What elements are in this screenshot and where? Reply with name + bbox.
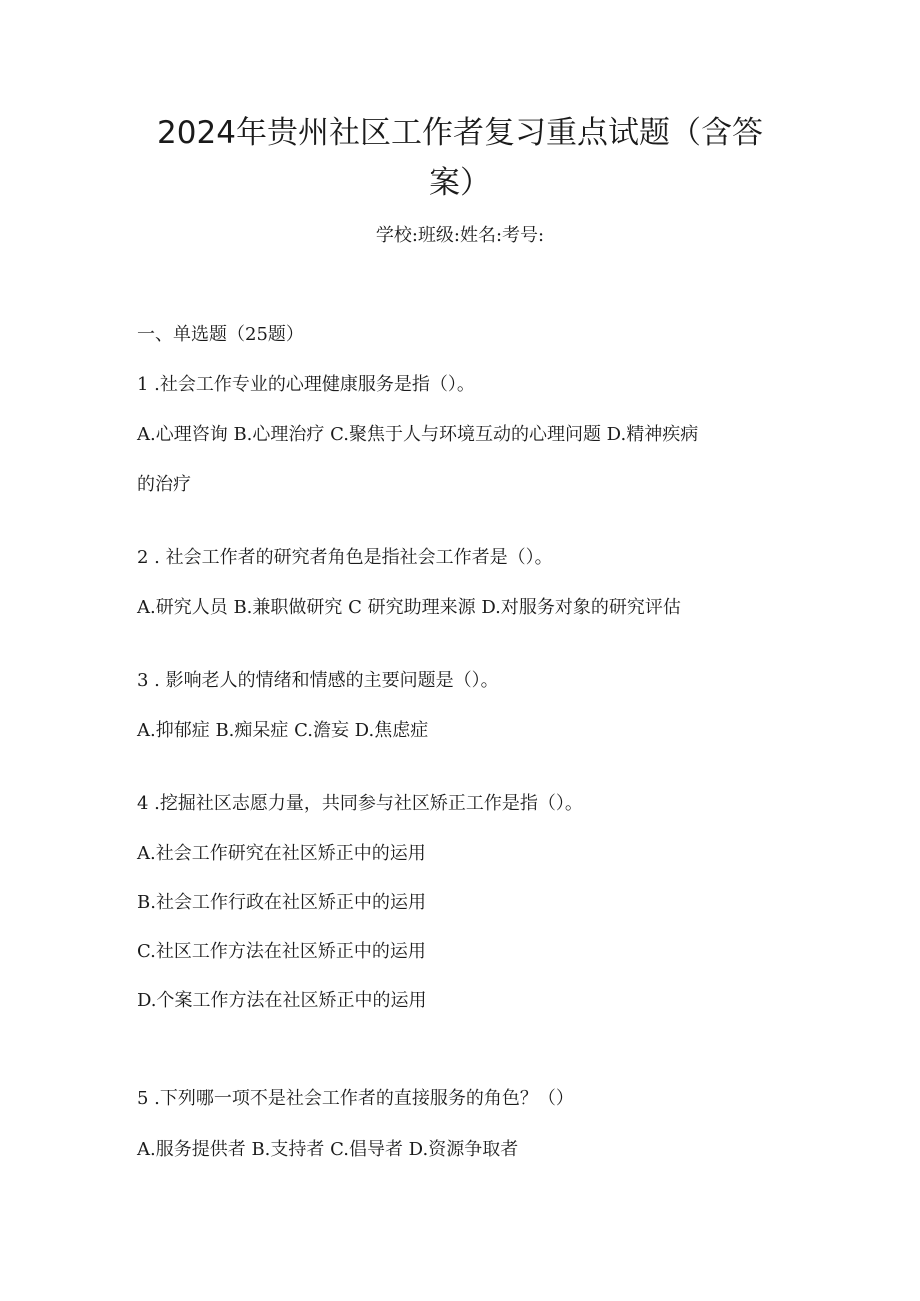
question-2-options: A.研究人员 B.兼职做研究 C 研究助理来源 D.对服务对象的研究评估 [137,597,681,618]
question-1-options-line-1: A.心理咨询 B.心理治疗 C.聚焦于人与环境互动的心理问题 D.精神疾病 [137,424,699,445]
student-info-line: 学校:班级:姓名:考号: [375,225,545,246]
question-1-options-line-2: 的治疗 [137,474,191,495]
question-4-stem: 4 .挖掘社区志愿力量，共同参与社区矫正工作是指（）。 [137,793,583,814]
section-heading: 一、单选题（25题） [137,324,304,345]
title-line-1: 2024年贵州社区工作者复习重点试题（含答 [157,115,763,151]
question-5-options: A.服务提供者 B.支持者 C.倡导者 D.资源争取者 [137,1139,519,1160]
question-4-option-c: C.社区工作方法在社区矫正中的运用 [137,941,426,962]
question-2-stem: 2 . 社会工作者的研究者角色是指社会工作者是（）。 [137,547,553,568]
question-4-option-d: D.个案工作方法在社区矫正中的运用 [137,990,427,1011]
question-4-option-a: A.社会工作研究在社区矫正中的运用 [137,843,426,864]
question-4-option-b: B.社会工作行政在社区矫正中的运用 [137,892,426,913]
document-title [0,108,920,208]
question-5-stem: 5 .下列哪一项不是社会工作者的直接服务的角色？（） [137,1088,574,1109]
question-3-stem: 3 . 影响老人的情绪和情感的主要问题是（）。 [137,670,499,691]
title-line-2: 案） [429,165,491,201]
question-1-stem: 1 .社会工作专业的心理健康服务是指（）。 [137,374,475,395]
question-3-options: A.抑郁症 B.痴呆症 C.澹妄 D.焦虑症 [137,720,429,741]
